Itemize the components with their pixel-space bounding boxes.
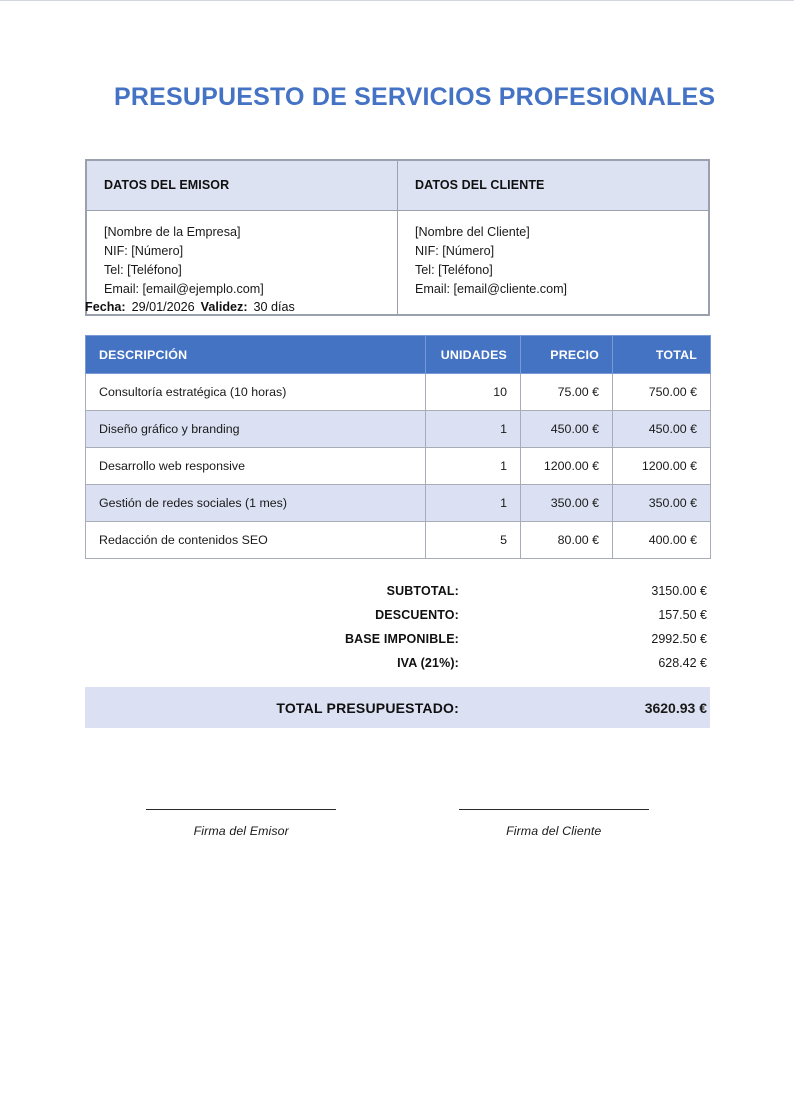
cliente-line: [Nombre del Cliente]: [415, 225, 530, 239]
emisor-line: Tel: [Teléfono]: [104, 263, 182, 278]
cliente-details: [398, 211, 709, 315]
validez-value: 30 días: [253, 300, 295, 314]
totals-row-base-imponible: [85, 627, 710, 651]
grand-total-value: 3620.93 €: [547, 687, 710, 728]
item-unidades: 1: [426, 448, 521, 485]
descuento-label: DESCUENTO:: [375, 608, 459, 622]
item-total: 450.00 €: [613, 411, 711, 448]
cliente-heading: DATOS DEL CLIENTE: [398, 161, 709, 211]
spacer-cell: [547, 675, 710, 687]
signature-caption-cliente: Firma del Cliente: [506, 824, 602, 838]
column-header-precio: PRECIO: [521, 336, 613, 374]
emisor-details: [87, 211, 398, 315]
item-descripcion: Desarrollo web responsive: [86, 448, 426, 485]
item-descripcion: Gestión de redes sociales (1 mes): [86, 485, 426, 522]
item-precio: 80.00 €: [521, 522, 613, 559]
item-precio: 1200.00 €: [521, 448, 613, 485]
totals-table: [85, 579, 710, 728]
fecha-label: Fecha:: [85, 300, 126, 314]
item-precio: 450.00 €: [521, 411, 613, 448]
item-unidades: 1: [426, 411, 521, 448]
item-unidades: 5: [426, 522, 521, 559]
item-descripcion: Redacción de contenidos SEO: [86, 522, 426, 559]
item-descripcion: Diseño gráfico y branding: [86, 411, 426, 448]
signatures-section: [85, 809, 710, 838]
totals-row-iva: [85, 651, 710, 675]
parties-content-row: [87, 211, 709, 315]
emisor-line: Email: [email@ejemplo.com]: [104, 282, 264, 297]
emisor-line: [Nombre de la Empresa]: [104, 225, 241, 239]
item-total: 750.00 €: [613, 374, 711, 411]
base-imponible-label: BASE IMPONIBLE:: [344, 632, 459, 646]
table-row: [86, 411, 711, 448]
spacer-cell: [85, 675, 547, 687]
item-descripcion: Consultoría estratégica (10 horas): [86, 374, 426, 411]
item-precio: 75.00 €: [521, 374, 613, 411]
table-row: [86, 448, 711, 485]
totals-section: [85, 579, 710, 728]
totals-table-body: [85, 579, 710, 728]
items-header-row: [86, 336, 711, 374]
item-total: 1200.00 €: [613, 448, 711, 485]
subtotal-value: 3150.00 €: [651, 584, 707, 598]
item-precio: 350.00 €: [521, 485, 613, 522]
signature-line-cliente: [459, 809, 649, 810]
meta-line: [85, 300, 295, 314]
item-unidades: 10: [426, 374, 521, 411]
totals-spacer: [85, 675, 710, 687]
cliente-line: Email: [email@cliente.com]: [415, 282, 568, 297]
item-total: 400.00 €: [613, 522, 711, 559]
signature-line-emisor: [146, 809, 336, 810]
subtotal-label: SUBTOTAL:: [386, 584, 459, 598]
descuento-value: 157.50 €: [658, 608, 707, 622]
cliente-line: NIF: [Número]: [415, 244, 495, 259]
parties-table: [86, 160, 709, 315]
fecha-value: 29/01/2026: [131, 300, 195, 314]
grand-total-label: TOTAL PRESUPUESTADO:: [85, 687, 547, 728]
iva-label: IVA (21%):: [397, 656, 459, 670]
base-imponible-value: 2992.50 €: [651, 632, 707, 646]
signature-caption-emisor: Firma del Emisor: [193, 824, 289, 838]
cliente-line: Tel: [Teléfono]: [415, 263, 493, 278]
emisor-heading: DATOS DEL EMISOR: [87, 161, 398, 211]
table-row: [86, 374, 711, 411]
column-header-total: TOTAL: [613, 336, 711, 374]
column-header-descripcion: DESCRIPCIÓN: [86, 336, 426, 374]
signature-block-cliente: [398, 809, 711, 838]
item-unidades: 1: [426, 485, 521, 522]
emisor-line: NIF: [Número]: [104, 244, 184, 259]
validez-label: Validez:: [200, 300, 248, 314]
parties-table-body: [87, 211, 709, 315]
totals-row-subtotal: [85, 579, 710, 603]
table-row: [86, 485, 711, 522]
column-header-unidades: UNIDADES: [426, 336, 521, 374]
items-table-body: [86, 374, 711, 559]
parties-box: [85, 159, 710, 316]
totals-row-grand: [85, 687, 710, 728]
page-title: PRESUPUESTO DE SERVICIOS PROFESIONALES: [114, 83, 716, 111]
items-table-head: [86, 336, 711, 374]
table-row: [86, 522, 711, 559]
totals-row-descuento: [85, 603, 710, 627]
items-table: [85, 335, 711, 559]
parties-header-row: [87, 161, 709, 211]
item-total: 350.00 €: [613, 485, 711, 522]
signature-block-emisor: [85, 809, 398, 838]
parties-table-head: [87, 161, 709, 211]
iva-value: 628.42 €: [658, 656, 707, 670]
